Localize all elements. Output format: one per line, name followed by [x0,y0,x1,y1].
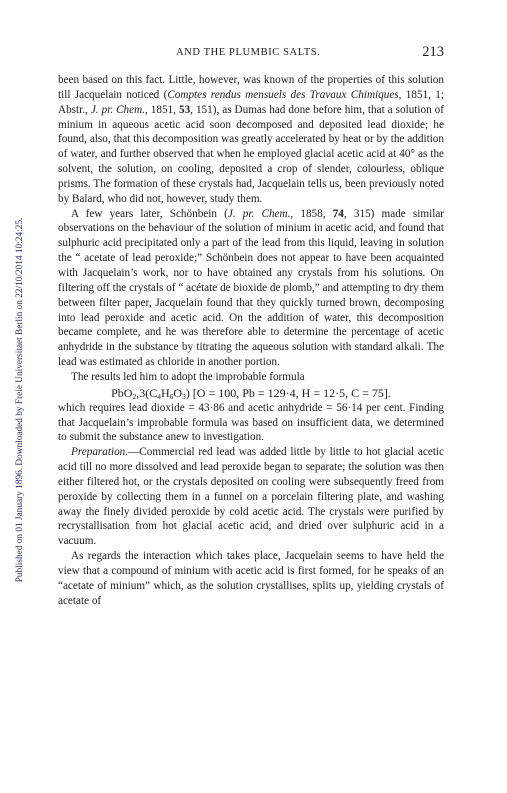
text-segment: , 315) made similar observations on the behaviour of the solution of minium in acetic acid, and found that sulphuric acid precipitated only a part of the lead from this liquid, leaving in solution the “ acetate of lead peroxide;” Schönbein does not appear to have been acquainted with Jacquelain’s work, nor to have obtained any crystals from his solutions. On filtering off the crystals of “ acétate de bioxide de plomb,” and attempting to dry them between filter paper, Jacquelain found that they quickly turned brown, decomposing into lead peroxide and acetic acid. On the addition of water, this decomposition became complete, and he was therefore able to determine the percentage of acetic anhydride in the substance by titrating the aqueous solution with standard alkali. The lead was estimated as chloride in another portion. [58,207,445,369]
page-number: 213 [422,44,444,60]
text-segment: been based on this fact. Little, however, was known of the properties of this solution till Jacquelain noticed ( [58,74,444,101]
paragraph-requirements [58,401,444,446]
publication-sidebar [0,0,40,793]
text-segment: —Commercial red lead was added little by little to hot glacial acetic acid till no more dissolved and lead peroxide began to separate; the solution was then either filtered hot, or the crystals deposited on cooling were subsequently freed from peroxide by collecting them in a funnel on a porcelain filtering plate, and washing away the finely divided peroxide by cold acetic acid. The crystals were purified by recrystallisation from hot glacial acetic acid, and dried over sulphuric acid in a vacuum. [58,446,444,548]
text-segment: The results led him to adopt the improbable formula [71,370,305,383]
page-header [58,44,444,60]
volume-number: 74 [332,207,344,220]
italic-text: J. pr. Chem. [90,103,145,116]
running-head: AND THE PLUMBIC SALTS. [176,47,321,58]
paragraph-preparation [58,445,444,549]
text-segment: , 1858, [290,207,333,220]
jacquelain-formula: $PbO_2,3(C_4H_6O_3) [O = 100$, Pb = 129·4, H = 12·5, C = 75]. [111,385,391,401]
italic-text: J. pr. Chem. [227,207,291,220]
text-segment: , 151), as Dumas had done before him, that a solution of minium in aqueous acetic acid soon decomposed and deposited lead dioxide; he found, also, that this decomposition was greatly accelerated by heat or by the addition of water, and further observed that when he employed glacial acetic acid at 40° as the solvent, the solution, on cooling, deposited a crop of slender, colourless, oblique prisms. The formation of these crystals had, Jacquelain tells us, been previously noted by Balard, who did not, however, study them. [58,103,445,205]
publication-notice: Published on 01 January 1896. Downloaded by Freie Universitaet Berlin on 22/10/2014 10:24:25. [15,217,25,583]
article-body [58,73,444,609]
text-segment: A few years later, Schönbein ( [71,207,228,220]
paragraph-interaction [58,549,444,608]
paragraph-results [58,370,444,385]
text-segment: , 1851, [145,103,179,116]
text-segment: which requires lead dioxide = 43·86 and acetic anhydride = 56·14 per cent. Finding that Jacquelain’s improbable formula was based on insufficient data, we determined to submit the substance anew to investigation. [58,401,444,444]
paragraph-schonbein [58,207,444,370]
italic-text: Comptes rendus mensuels des Travaux Chimiques [167,88,399,101]
text-segment: As regards the interaction which takes place, Jacquelain seems to have held the view that a compound of minium with acetic acid is first formed, for he speaks of an “acetate of minium” which, as the solution crystallises, splits up, yielding crystals of acetate of [58,550,444,607]
italic-text: Preparation. [71,446,129,459]
text-segment: , 1851, 1; Abstr., [58,88,444,116]
volume-number: 53 [178,103,191,116]
paragraph-fact-history [58,73,444,207]
